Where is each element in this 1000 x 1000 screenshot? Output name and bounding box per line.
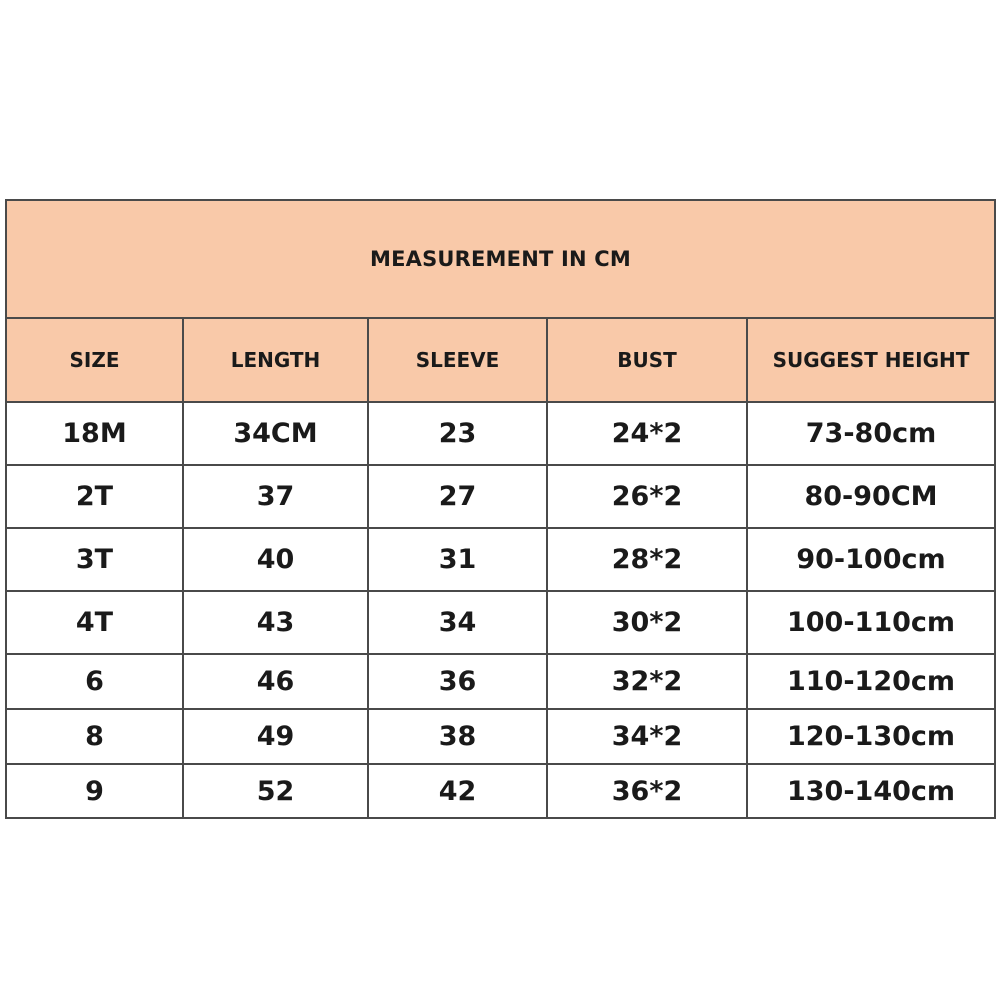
table-row <box>6 654 995 709</box>
cell-bust: 32*2 <box>547 654 747 709</box>
size-chart-table <box>5 199 996 819</box>
table-title: MEASUREMENT IN CM <box>6 200 995 318</box>
cell-suggest-height: 80-90CM <box>747 465 995 528</box>
cell-sleeve: 36 <box>368 654 547 709</box>
header-length: LENGTH <box>183 318 368 402</box>
cell-sleeve: 34 <box>368 591 547 654</box>
cell-size: 3T <box>6 528 183 591</box>
cell-length: 52 <box>183 764 368 818</box>
cell-bust: 34*2 <box>547 709 747 764</box>
cell-bust: 30*2 <box>547 591 747 654</box>
cell-suggest-height: 110-120cm <box>747 654 995 709</box>
cell-length: 37 <box>183 465 368 528</box>
table-row <box>6 402 995 465</box>
cell-length: 40 <box>183 528 368 591</box>
cell-sleeve: 23 <box>368 402 547 465</box>
cell-bust: 24*2 <box>547 402 747 465</box>
cell-sleeve: 27 <box>368 465 547 528</box>
cell-sleeve: 38 <box>368 709 547 764</box>
cell-bust: 26*2 <box>547 465 747 528</box>
cell-length: 49 <box>183 709 368 764</box>
header-size: SIZE <box>6 318 183 402</box>
cell-suggest-height: 100-110cm <box>747 591 995 654</box>
cell-suggest-height: 120-130cm <box>747 709 995 764</box>
header-row <box>6 318 995 402</box>
table-row <box>6 764 995 818</box>
cell-sleeve: 31 <box>368 528 547 591</box>
header-bust: BUST <box>547 318 747 402</box>
cell-size: 4T <box>6 591 183 654</box>
cell-size: 18M <box>6 402 183 465</box>
table-row <box>6 528 995 591</box>
title-row <box>6 200 995 318</box>
cell-length: 43 <box>183 591 368 654</box>
cell-size: 6 <box>6 654 183 709</box>
cell-bust: 36*2 <box>547 764 747 818</box>
cell-sleeve: 42 <box>368 764 547 818</box>
cell-suggest-height: 73-80cm <box>747 402 995 465</box>
cell-length: 34CM <box>183 402 368 465</box>
header-sleeve: SLEEVE <box>368 318 547 402</box>
cell-size: 8 <box>6 709 183 764</box>
cell-size: 9 <box>6 764 183 818</box>
cell-suggest-height: 130-140cm <box>747 764 995 818</box>
header-suggest-height: SUGGEST HEIGHT <box>747 318 995 402</box>
cell-size: 2T <box>6 465 183 528</box>
cell-length: 46 <box>183 654 368 709</box>
cell-suggest-height: 90-100cm <box>747 528 995 591</box>
table-row <box>6 591 995 654</box>
table-row <box>6 709 995 764</box>
table-row <box>6 465 995 528</box>
cell-bust: 28*2 <box>547 528 747 591</box>
